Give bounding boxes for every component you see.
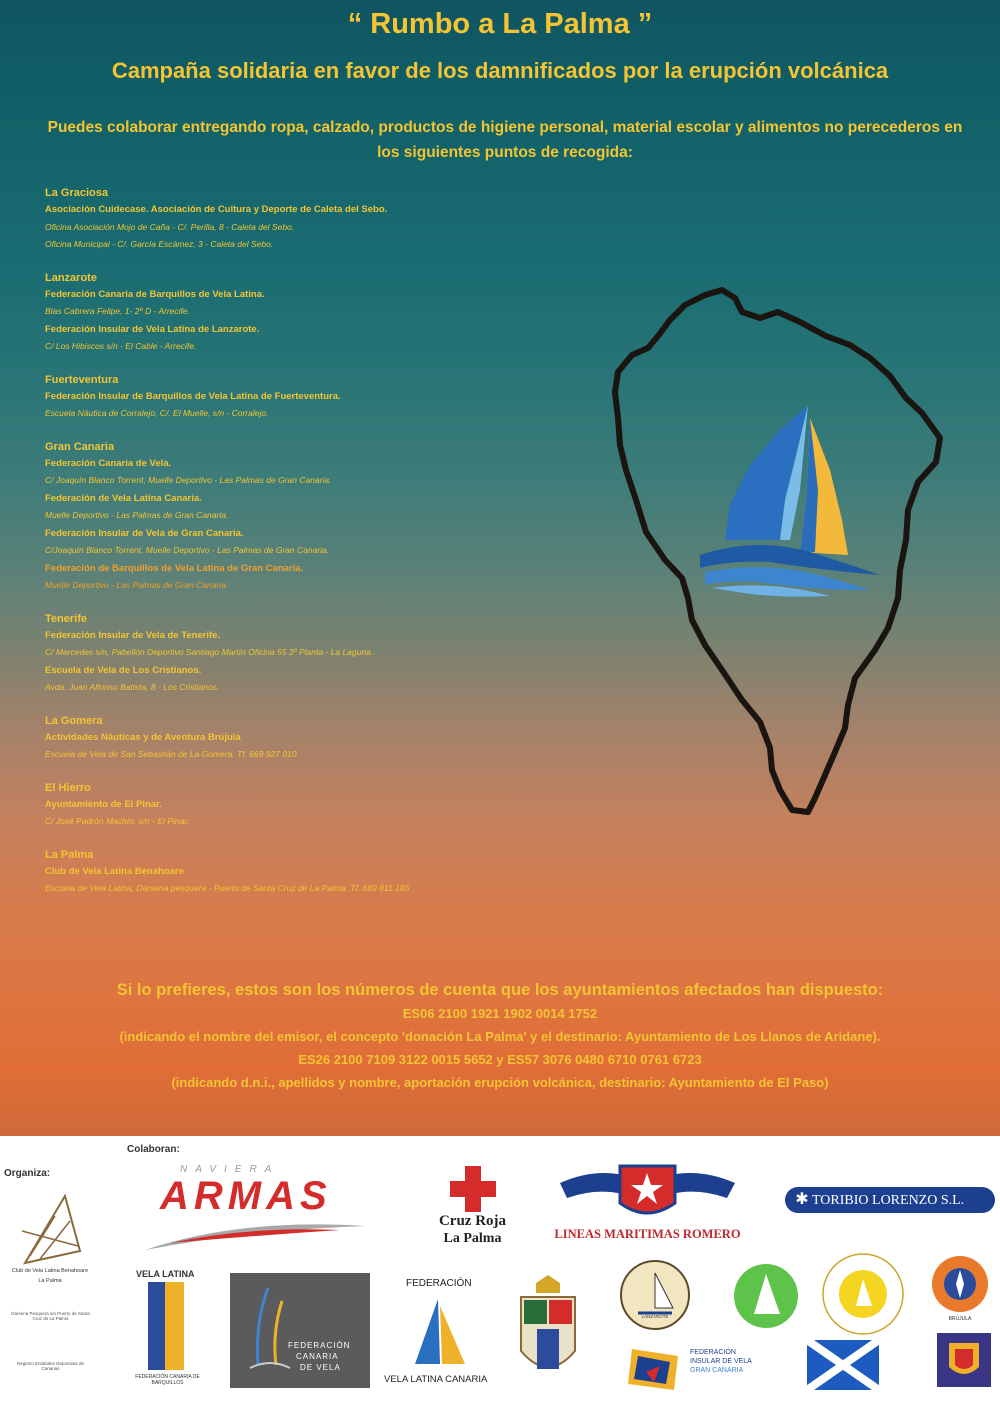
romero-logo	[555, 1158, 740, 1228]
island-name: Fuerteventura	[45, 373, 119, 386]
collection-point-name: Federación Canaria de Vela.	[45, 457, 172, 469]
collection-point-name: Federación Insular de Vela de Gran Canaria.	[45, 527, 244, 539]
collection-point-address: C/ José Padrón Machín, s/n - El Pinar.	[45, 816, 190, 826]
cruz-roja-place: La Palma	[443, 1231, 502, 1246]
collection-point-name: Escuela de Vela de Los Cristianos.	[45, 664, 202, 676]
collection-point-address: Escuela de Vela Latina, Dársena pesquera - Puerto de Santa Cruz de La Palma. Tf. 669 811 185	[45, 883, 410, 893]
armas-swoosh	[140, 1218, 370, 1253]
fivgc-line1: FEDERACIÓN	[690, 1349, 736, 1356]
collection-point-name: Federación Canaria de Barquillos de Vela Latina.	[45, 288, 265, 300]
bank-account-llanos: ES06 2100 1921 1902 0014 1752	[402, 1006, 598, 1021]
collection-point-name: Asociación Cuidecase. Asociación de Cultura y Deporte de Caleta del Sebo.	[45, 204, 388, 215]
collection-point-address: Blas Cabrera Felipe, 1- 2º D - Arrecife.	[45, 306, 190, 316]
yellow-badge-icon	[820, 1251, 906, 1337]
collection-point-address: Escuela Náutica de Corralejo, C/. El Muelle, s/n - Corralejo.	[45, 408, 269, 418]
collection-point-name: Federación Insular de Vela de Tenerife.	[45, 629, 221, 641]
club-registry: Registro Entidades Deportivas de Canarias	[16, 1361, 85, 1371]
vela-latina-logo-stripe	[165, 1282, 184, 1370]
island-name: Lanzarote	[45, 271, 97, 284]
island-section	[45, 781, 565, 831]
island-name: Gran Canaria	[45, 440, 115, 453]
fivgc-line3: GRAN CANARIA	[690, 1367, 744, 1374]
fed-barquillos-label: FEDERACIÓN CANARIA DE BARQUILLOS	[135, 1374, 200, 1386]
island-section	[45, 186, 565, 254]
island-name: La Palma	[45, 848, 94, 861]
island-section	[45, 714, 565, 764]
club-name: Club de Vela Latina Benahoare	[11, 1268, 89, 1274]
romero-label: LINEAS MARITIMAS ROMERO	[554, 1227, 741, 1241]
vela-latina-label: VELA LATINA	[136, 1269, 195, 1279]
collection-point-address: Oficina Asociación Mojo de Caña - C/. Perilla, 8 - Caleta del Sebo.	[45, 221, 295, 232]
sailboat-logo	[700, 405, 880, 597]
sponsors-strip	[0, 1136, 1000, 1403]
island-name: La Gomera	[45, 714, 103, 727]
bank-intro: Si lo prefieres, estos son los números de cuenta que los ayuntamientos afectados han dispuesto:	[116, 981, 884, 999]
fvl-sail-icon	[410, 1294, 470, 1374]
island-section	[45, 271, 565, 356]
collection-point-name: Federación de Barquillos de Vela Latina de Gran Canaria.	[45, 562, 304, 574]
fivgc-flag-icon	[626, 1344, 686, 1394]
collection-point-name: Club de Vela Latina Benahoare	[45, 865, 184, 877]
intro-text: Puedes colaborar entregando ropa, calzado, productos de higiene personal, material escolar y alimentos no perecederos en los siguientes puntos de recogida:	[47, 119, 963, 161]
star-icon: ✱	[795, 1191, 809, 1208]
red-cross-icon	[448, 1164, 498, 1214]
brujula-label: BRÚJULA	[948, 1316, 972, 1322]
organiza-label: Organiza:	[4, 1168, 51, 1179]
island-section	[45, 848, 565, 898]
bank-note-llanos: (indicando el nombre del emisor, el concepto 'donación La Palma' y el destinario: Ayuntamiento de Los Llanos de Aridane).	[119, 1029, 881, 1044]
colaboran-label: Colaboran:	[127, 1144, 180, 1155]
blue-saltire-icon	[805, 1334, 883, 1392]
collection-point-address: Muelle Deportivo - Las Palmas de Gran Canaria.	[45, 510, 229, 520]
collection-point-name: Federación Insular de Barquillos de Vela Latina de Fuerteventura.	[45, 390, 341, 402]
collection-point-address: C/ Mercedes s/n, Pabellón Deportivo Santiago Martín Oficina 55 3º Planta - La Laguna.	[45, 647, 374, 657]
collection-point-address: C/ Los Hibiscos s/n - El Cable - Arrecife.	[45, 341, 197, 351]
coat-of-arms-icon	[515, 1271, 581, 1389]
lanzarote-label: LANZAROTE	[641, 1314, 669, 1319]
island-section	[45, 612, 565, 697]
fvl-top-label: FEDERACIÓN	[406, 1278, 472, 1289]
cruz-roja-label: Cruz Roja	[438, 1213, 507, 1229]
naviera-label: NAVIERA	[180, 1164, 280, 1175]
collection-point-name: Federación de Vela Latina Canaria.	[45, 492, 202, 504]
island-section	[45, 373, 565, 423]
fvl-bottom-label: VELA LATINA CANARIA	[384, 1374, 488, 1385]
collection-point-address: Muelle Deportivo - Las Palmas de Gran Canaria.	[45, 580, 229, 590]
green-badge-icon	[732, 1262, 800, 1330]
island-name: La Graciosa	[45, 187, 108, 199]
page-subtitle: Campaña solidaria en favor de los damnificados por la erupción volcánica	[111, 58, 889, 83]
collection-point-name: Actividades Náuticas y de Aventura Brújula	[45, 731, 241, 743]
collection-point-name: Federación Insular de Vela Latina de Lanzarote.	[45, 323, 260, 335]
collection-point-address: C/Joaquín Blanco Torrent, Muelle Deportivo - Las Palmas de Gran Canaria.	[45, 545, 330, 555]
bank-accounts-paso: ES26 2100 7109 3122 0015 5652 y ES57 3076 0480 6710 0761 6723	[298, 1052, 702, 1067]
toribio-label: TORIBIO LORENZO S.L.	[812, 1193, 965, 1208]
collection-point-name: Ayuntamiento de El Pinar.	[45, 798, 162, 810]
island-name: Tenerife	[45, 612, 87, 625]
collection-points-list	[45, 186, 565, 915]
collection-point-address: Avda. Juan Alfonso Batista, 8 - Los Cristianos.	[45, 682, 220, 692]
fivgc-line2: INSULAR DE VELA	[690, 1358, 752, 1365]
armas-logo: ARMAS	[160, 1174, 332, 1218]
page-title: “ Rumbo a La Palma ”	[347, 8, 653, 40]
collection-point-address: Oficina Municipal - C/. García Escámez, 3 - Caleta del Sebo.	[45, 239, 274, 249]
club-benahoare-logo	[10, 1191, 90, 1266]
fcv-line2: CANARIA	[296, 1352, 339, 1361]
fcv-line1: FEDERACIÓN	[288, 1341, 351, 1350]
club-place: La Palma	[38, 1278, 62, 1284]
island-name: El Hierro	[45, 781, 91, 794]
collection-point-address: C/ Joaquín Blanco Torrent, Muelle Deportivo - Las Palmas de Gran Canaria.	[45, 475, 332, 485]
island-section	[45, 440, 565, 595]
bank-accounts-section	[40, 978, 960, 1094]
club-details: Dársena Pesquera s/n Puerto de Santa Cruz de La Palma	[11, 1311, 90, 1321]
collection-point-address: Escuela de Vela de San Sebastián de La Gomera. Tf. 669 927 010	[45, 749, 297, 759]
bank-note-paso: (indicando d.n.i., apellidos y nombre, aportación erupción volcánica, destinario: Ayuntamiento de El Paso)	[171, 1075, 829, 1090]
fcv-line3: DE VELA	[300, 1363, 341, 1372]
brujula-badge-icon	[930, 1254, 990, 1314]
fed-lanzarote-badge	[618, 1258, 692, 1332]
shield-icon	[935, 1331, 993, 1389]
